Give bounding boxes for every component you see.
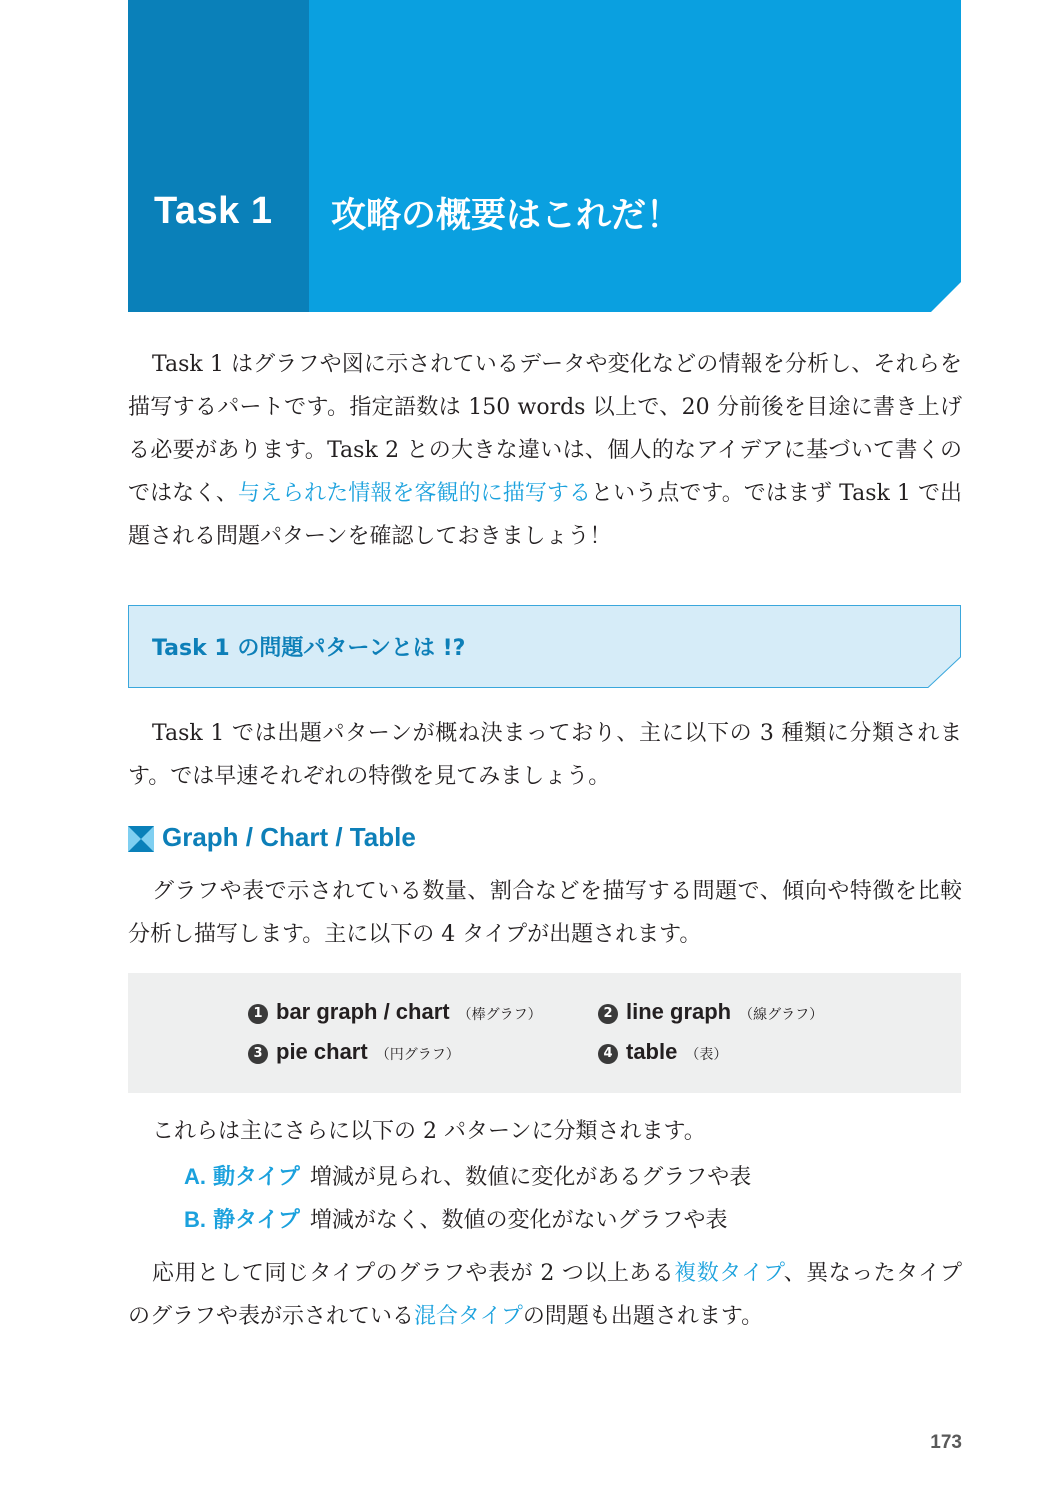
type-item-bar xyxy=(248,999,542,1025)
pattern-type: 静タイプ xyxy=(213,1208,300,1233)
intro-text-1: Task 1 はグラフや図に示されているデータや変化などの情報を分析し、それらを描写するパートです。指定語数は 150 words 以上で、20 分前後を目途に書き上げる必要があります。Task 2 との大きな違いは、個人的なアイデアに基づいて書くのではなく、 xyxy=(128,352,962,506)
pattern-intro: これらは主にさらに以下の 2 パターンに分類されます。 xyxy=(152,1119,706,1144)
pattern-b xyxy=(184,1203,727,1234)
type-note: （線グラフ） xyxy=(739,1007,824,1023)
type-label: bar graph / chart xyxy=(276,999,450,1024)
section-intro-paragraph: Task 1 では出題パターンが概ね決まっており、主に以下の 3 種類に分類されます。では早速それぞれの特徴を見てみましょう。 xyxy=(128,721,962,789)
type-label: line graph xyxy=(626,999,732,1024)
type-label: table xyxy=(626,1039,678,1064)
intro-highlight: 与えられた情報を客観的に描写する xyxy=(237,481,592,506)
pattern-desc: 増減が見られ、数値に変化があるグラフや表 xyxy=(309,1165,752,1190)
application-highlight-2: 混合タイプ xyxy=(414,1304,523,1329)
header-banner-shape xyxy=(128,0,961,312)
type-note: （棒グラフ） xyxy=(457,1007,542,1023)
pattern-type: 動タイプ xyxy=(213,1165,300,1190)
chapter-header xyxy=(128,0,961,312)
task-label: Task 1 xyxy=(154,190,273,232)
chapter-title: 攻略の概要はこれだ！ xyxy=(331,196,682,236)
type-label: pie chart xyxy=(276,1039,368,1064)
application-text-2: 、異なったタイプのグラフや表が示されている xyxy=(128,1261,962,1329)
section-heading-box xyxy=(128,605,961,688)
page-number: 173 xyxy=(930,1432,962,1453)
number-2-icon: 2 xyxy=(598,1004,618,1024)
type-note: （円グラフ） xyxy=(375,1047,460,1063)
application-text-3: の問題も出題されます。 xyxy=(522,1304,764,1329)
pattern-letter: B. xyxy=(184,1207,206,1232)
type-item-pie xyxy=(248,1039,460,1065)
subheading-text: Graph / Chart / Table xyxy=(162,822,416,852)
pattern-letter: A. xyxy=(184,1164,206,1189)
type-item-line xyxy=(598,999,823,1025)
type-note: （表） xyxy=(685,1047,728,1063)
number-3-icon: 3 xyxy=(248,1044,268,1064)
type-item-table xyxy=(598,1039,727,1065)
intro-text-2: という点です。ではまず Task 1 で出題される問題パターンを確認しておきましょう！ xyxy=(128,481,963,549)
application-highlight-1: 複数タイプ xyxy=(674,1261,784,1286)
bowtie-icon xyxy=(128,826,154,852)
graph-description: グラフや表で示されている数量、割合などを描写する問題で、傾向や特徴を比較分析し描写します。主に以下の 4 タイプが出題されます。 xyxy=(128,879,962,947)
application-paragraph xyxy=(128,1252,962,1338)
intro-paragraph xyxy=(128,343,962,558)
application-text-1: 応用として同じタイプのグラフや表が 2 つ以上ある xyxy=(152,1261,675,1286)
number-4-icon: 4 xyxy=(598,1044,618,1064)
section-title: Task 1 の問題パターンとは !? xyxy=(152,636,466,661)
number-1-icon: 1 xyxy=(248,1004,268,1024)
chart-types-box xyxy=(128,973,961,1093)
pattern-a xyxy=(184,1160,751,1191)
pattern-desc: 増減がなく、数値の変化がないグラフや表 xyxy=(309,1208,728,1233)
